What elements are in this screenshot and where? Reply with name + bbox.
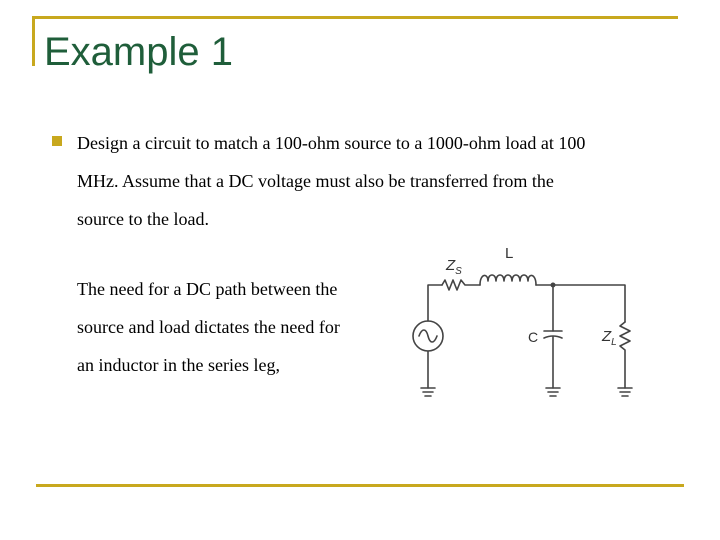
- bullet-text: [77, 124, 687, 238]
- ground-source: [421, 388, 435, 396]
- junction-dot: [551, 283, 556, 288]
- source-resistor: [442, 280, 480, 290]
- load-resistor: [620, 322, 630, 388]
- left-rule: [32, 16, 35, 66]
- circuit-diagram: [410, 240, 650, 405]
- zl-label: $Z_L$: [602, 328, 617, 348]
- slide-title: Example 1: [44, 30, 233, 74]
- l-label: L: [505, 245, 514, 262]
- bullet-line: MHz. Assume that a DC voltage must also be transferred from the: [77, 171, 554, 191]
- bullet-line: Design a circuit to match a 100-ohm source to a 1000-ohm load at 100: [77, 133, 586, 153]
- bullet-line: source to the load.: [77, 209, 209, 229]
- wire-source-top: [428, 285, 442, 321]
- top-rule: [32, 16, 678, 19]
- ground-capacitor: [546, 388, 560, 396]
- note-line: The need for a DC path between the: [77, 279, 338, 299]
- note-text: [77, 270, 407, 384]
- bottom-rule: [36, 484, 684, 487]
- ac-wave: [419, 330, 437, 342]
- zs-label: $Z_S$: [446, 257, 462, 277]
- inductor-coil: [480, 275, 536, 285]
- wire-top-right: [536, 285, 625, 322]
- c-label: C: [528, 329, 539, 345]
- ground-load: [618, 388, 632, 396]
- note-line: source and load dictates the need for: [77, 317, 340, 337]
- bullet-square-icon: [52, 136, 62, 146]
- note-line: an inductor in the series leg,: [77, 355, 280, 375]
